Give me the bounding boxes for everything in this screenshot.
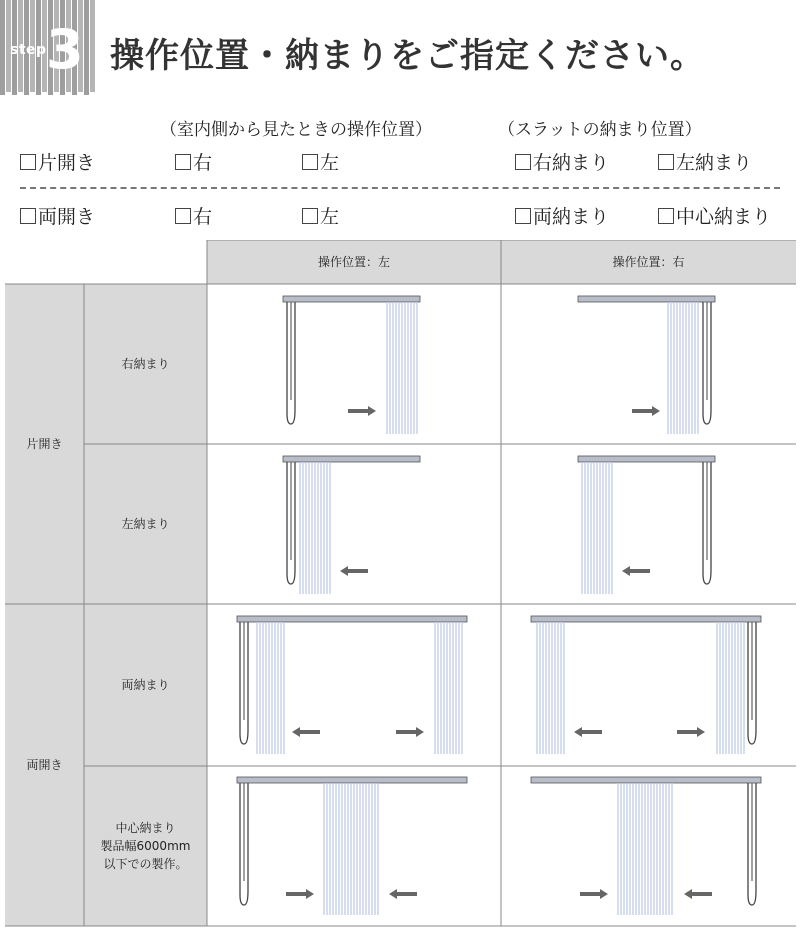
- arrow-right-icon: [286, 889, 314, 899]
- row-label-center-line2: 製品幅6000mm: [100, 839, 191, 853]
- option-double-op-right[interactable]: 右: [175, 202, 212, 229]
- checkbox-icon[interactable]: [20, 154, 36, 170]
- checkbox-icon[interactable]: [175, 208, 191, 224]
- row-label-center-line1: 中心納まり: [115, 821, 176, 835]
- option-double-slat-both[interactable]: 両納まり: [515, 202, 609, 229]
- option-single-slat-left[interactable]: 左納まり: [658, 148, 752, 175]
- checkbox-icon[interactable]: [20, 208, 36, 224]
- group-label-double-open: 両開き: [26, 758, 63, 772]
- group-label-single-open: 片開き: [26, 437, 63, 451]
- arrow-left-icon: [292, 727, 320, 737]
- checkbox-icon[interactable]: [658, 208, 674, 224]
- checkbox-icon[interactable]: [175, 154, 191, 170]
- divider: [20, 187, 780, 189]
- option-single-slat-right[interactable]: 右納まり: [515, 148, 609, 175]
- headrail: [578, 456, 715, 462]
- spec-table: [0, 240, 800, 930]
- arrow-right-icon: [632, 406, 660, 416]
- arrow-left-icon: [389, 889, 417, 899]
- header: [0, 0, 800, 100]
- headrail: [283, 456, 420, 462]
- arrow-right-icon: [348, 406, 376, 416]
- headrail: [237, 777, 467, 783]
- option-double-slat-center[interactable]: 中心納まり: [658, 202, 771, 229]
- headrail: [283, 296, 420, 302]
- operation-position-note: （室内側から見たときの操作位置）: [160, 120, 432, 140]
- headrail: [531, 777, 761, 783]
- row-label-right-stack: 右納まり: [121, 357, 170, 371]
- arrow-right-icon: [580, 889, 608, 899]
- badge-stripe: [84, 0, 89, 95]
- col-header-op-left: 操作位置：左: [317, 255, 390, 269]
- arrow-left-icon: [574, 727, 602, 737]
- option-single-op-right[interactable]: 右: [175, 148, 212, 175]
- arrow-left-icon: [684, 889, 712, 899]
- option-double-op-left[interactable]: 左: [302, 202, 339, 229]
- checkbox-icon[interactable]: [515, 208, 531, 224]
- arrow-right-icon: [677, 727, 705, 737]
- option-single-op-left[interactable]: 左: [302, 148, 339, 175]
- headrail: [531, 616, 761, 622]
- row-label-left-stack: 左納まり: [121, 517, 170, 531]
- step-number: 3: [46, 18, 84, 81]
- option-double-open[interactable]: 両開き: [20, 202, 95, 229]
- headrail: [578, 296, 715, 302]
- checkbox-icon[interactable]: [302, 154, 318, 170]
- badge-stripe: [0, 0, 5, 95]
- checkbox-icon[interactable]: [658, 154, 674, 170]
- slat-position-note: （スラットの納まり位置）: [498, 120, 702, 140]
- badge-stripe: [90, 0, 95, 92]
- arrow-left-icon: [622, 566, 650, 576]
- arrow-right-icon: [396, 727, 424, 737]
- headrail: [237, 616, 467, 622]
- arrow-left-icon: [340, 566, 368, 576]
- col-header-op-right: 操作位置：右: [612, 255, 685, 269]
- checkbox-icon[interactable]: [515, 154, 531, 170]
- page-title: 操作位置・納まりをご指定ください。: [110, 36, 705, 76]
- option-single-open[interactable]: 片開き: [20, 148, 95, 175]
- row-label-center-stack: [84, 766, 207, 926]
- row-label-both-stack: 両納まり: [121, 678, 170, 692]
- row-label-center-line3: 以下での製作。: [103, 857, 188, 871]
- checkbox-icon[interactable]: [302, 208, 318, 224]
- step-label: step: [10, 42, 47, 58]
